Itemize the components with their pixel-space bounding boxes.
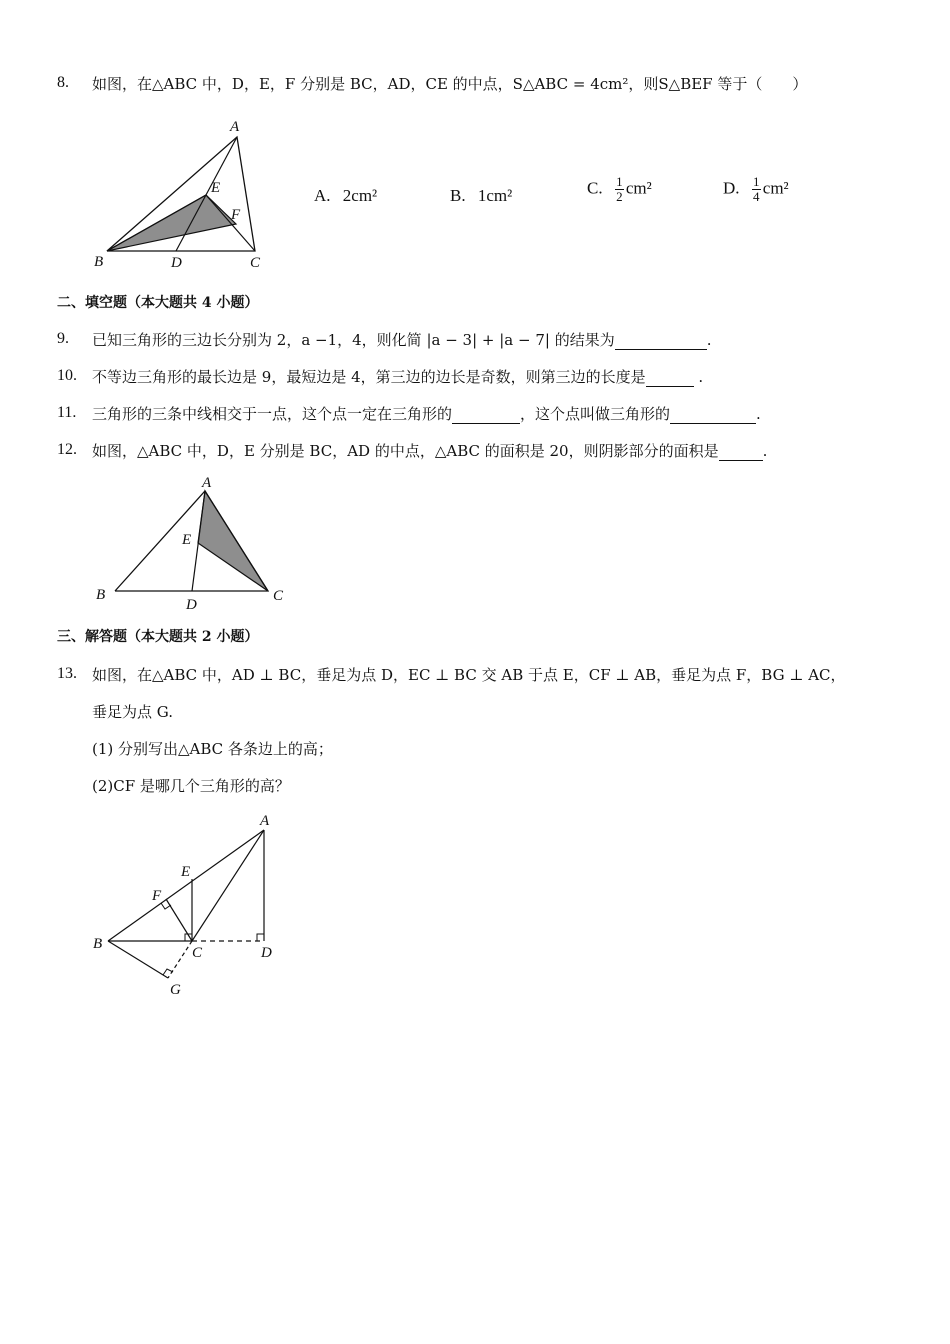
q12-number: 12. bbox=[57, 441, 77, 458]
q8-option-b[interactable] bbox=[450, 186, 512, 206]
q8-option-a-value: 2cm² bbox=[342, 186, 378, 205]
q11-line bbox=[92, 403, 761, 424]
q8-option-c-fraction bbox=[615, 175, 624, 204]
q13-segment-ab bbox=[108, 830, 264, 941]
q12-shaded-triangle-aec bbox=[198, 491, 268, 591]
q13-right-angle-d bbox=[257, 934, 264, 941]
q13-label-a: A bbox=[260, 813, 270, 829]
q13-extension-cg bbox=[168, 941, 192, 978]
q13-segment-ac bbox=[192, 830, 264, 941]
q8-label-a: A bbox=[230, 119, 240, 135]
q8-option-d-numerator: 1 bbox=[753, 174, 760, 189]
q13-label-b: B bbox=[93, 936, 103, 952]
q8-label-e: E bbox=[211, 180, 221, 196]
q13-line-1: 如图，在△ABC 中，AD ⊥ BC，垂足为点 D，EC ⊥ BC 交 AB 于点 E，CF ⊥ AB，垂足为点 F，BG ⊥ AC， bbox=[92, 666, 846, 684]
q9-text: 已知三角形的三边长分别为 2，a −1，4，则化简 |a − 3| + |a − 7| 的结果为 bbox=[92, 331, 615, 349]
q13-figure bbox=[88, 808, 298, 1003]
q8-option-d-letter: D. bbox=[723, 178, 740, 198]
q8-label-c: C bbox=[250, 255, 261, 271]
q12-label-d: D bbox=[186, 597, 197, 612]
q8-option-d-denominator: 4 bbox=[753, 189, 760, 204]
q8-option-c-letter: C. bbox=[587, 178, 603, 198]
q8-option-c-unit: cm² bbox=[625, 178, 652, 198]
q13-segment-bg bbox=[108, 941, 168, 978]
q10-end: . bbox=[693, 368, 704, 386]
q13-label-f: F bbox=[152, 888, 162, 904]
q12-label-c: C bbox=[273, 588, 284, 604]
section-2-title: 二、填空题（本大题共 4 小题） bbox=[57, 295, 259, 311]
q8-option-b-letter: B. bbox=[450, 186, 466, 205]
q8-label-b: B bbox=[94, 254, 104, 270]
q12-triangle-abc bbox=[115, 491, 268, 591]
q8-stem: 如图，在△ABC 中，D，E，F 分别是 BC，AD，CE 的中点，S△ABC = 4cm²，则S△BEF 等于（ ） bbox=[92, 75, 808, 93]
q12-label-e: E bbox=[182, 532, 192, 548]
q13-label-g: G bbox=[170, 982, 181, 998]
q12-answer-blank[interactable] bbox=[719, 442, 763, 461]
q12-end: . bbox=[762, 442, 768, 460]
q9-end: . bbox=[706, 331, 712, 349]
q8-shaded-triangle-bef bbox=[107, 195, 236, 251]
q13-label-c: C bbox=[192, 945, 203, 961]
q13-line-2: 垂足为点 G. bbox=[92, 703, 173, 721]
q8-option-a[interactable] bbox=[314, 186, 377, 206]
q11-answer-blank-1[interactable] bbox=[452, 405, 520, 424]
q8-number: 8. bbox=[57, 74, 69, 91]
q11-text-2: ，这个点叫做三角形的 bbox=[520, 405, 671, 423]
q12-line bbox=[92, 440, 767, 461]
q13-part-2: (2)CF 是哪几个三角形的高？ bbox=[92, 777, 290, 795]
q10-number: 10. bbox=[57, 367, 77, 384]
q8-label-f: F bbox=[231, 207, 241, 223]
q11-number: 11. bbox=[57, 404, 77, 421]
q11-answer-blank-2[interactable] bbox=[670, 405, 756, 424]
q8-option-c-numerator: 1 bbox=[616, 174, 623, 189]
q13-label-e: E bbox=[181, 864, 191, 880]
q13-part-1: (1) 分别写出△ABC 各条边上的高； bbox=[92, 740, 333, 758]
q10-text: 不等边三角形的最长边是 9，最短边是 4，第三边的边长是奇数，则第三边的长度是 bbox=[92, 368, 646, 386]
q10-answer-blank[interactable] bbox=[646, 368, 694, 387]
section-3-title: 三、解答题（本大题共 2 小题） bbox=[57, 629, 259, 645]
q12-label-b: B bbox=[96, 587, 106, 603]
q8-option-c[interactable] bbox=[587, 175, 652, 204]
q8-option-a-letter: A. bbox=[314, 186, 331, 205]
q8-option-d[interactable] bbox=[723, 175, 789, 204]
q8-figure bbox=[90, 112, 280, 277]
q8-option-d-fraction bbox=[752, 175, 761, 204]
q9-answer-blank[interactable] bbox=[615, 331, 707, 350]
q9-number: 9. bbox=[57, 330, 69, 347]
q12-text: 如图，△ABC 中，D，E 分别是 BC，AD 的中点，△ABC 的面积是 20，则阴影部分的面积是 bbox=[92, 442, 719, 460]
q8-option-c-denominator: 2 bbox=[616, 189, 623, 204]
q12-figure bbox=[90, 470, 300, 612]
q10-line bbox=[92, 366, 703, 387]
q9-line bbox=[92, 329, 712, 350]
q13-number: 13. bbox=[57, 665, 77, 682]
q11-text-1: 三角形的三条中线相交于一点，这个点一定在三角形的 bbox=[92, 405, 453, 423]
q8-label-d: D bbox=[171, 255, 182, 271]
q13-label-d: D bbox=[261, 945, 272, 961]
q8-option-d-unit: cm² bbox=[762, 178, 789, 198]
q8-segment-ad bbox=[176, 137, 237, 251]
q11-end: . bbox=[756, 405, 761, 423]
q12-label-a: A bbox=[202, 475, 212, 491]
q8-option-b-value: 1cm² bbox=[477, 186, 513, 205]
